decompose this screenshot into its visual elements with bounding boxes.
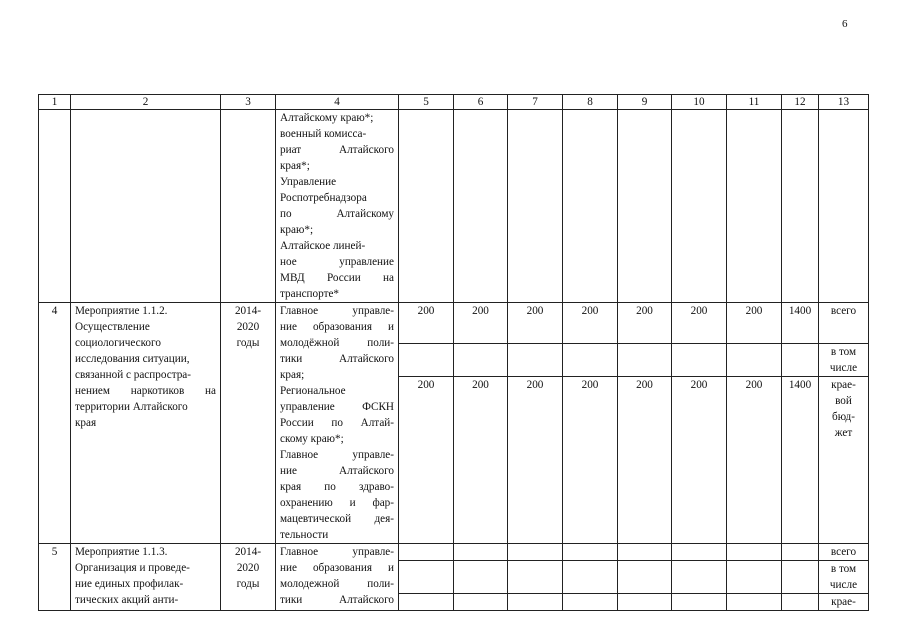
header-cell: 5 — [399, 95, 454, 110]
value-total-cell: 1400 — [782, 376, 819, 543]
executors-cell: Главное управле- ние образования и молодежной поли- тики Алтайского — [276, 544, 399, 611]
value-cell: 200 — [508, 376, 563, 543]
executors-cell: Алтайскому краю*; военный комисса- риат Алтайского края*; Управление Роспотребнадзора по Алтайскому краю*; Алтайское линей- ное управление МВД России на транспорте* — [276, 110, 399, 303]
value-cell: 200 — [399, 303, 454, 344]
value-cell: 200 — [672, 376, 727, 543]
table-row — [39, 303, 869, 344]
value-cell: 200 — [454, 376, 508, 543]
table-header-row — [39, 95, 869, 110]
funding-label-cell: крае- — [819, 594, 869, 611]
header-cell: 4 — [276, 95, 399, 110]
value-cell: 200 — [508, 303, 563, 344]
measures-table — [38, 94, 869, 611]
value-cell: 200 — [727, 376, 782, 543]
measure-name-cell: Мероприятие 1.1.2. Осуществление социологического исследования ситуации, связанной с распростра- нением наркотиков на территории Алтайского края — [71, 303, 221, 544]
funding-label-cell: в том числе — [819, 343, 869, 376]
page-number: 6 — [842, 18, 848, 30]
value-total-cell: 1400 — [782, 303, 819, 344]
funding-label-cell: крае- вой бюд- жет — [819, 376, 869, 543]
value-cell: 200 — [563, 376, 618, 543]
header-cell: 12 — [782, 95, 819, 110]
value-cell: 200 — [618, 303, 672, 344]
header-cell: 2 — [71, 95, 221, 110]
header-cell: 8 — [563, 95, 618, 110]
value-cell: 200 — [727, 303, 782, 344]
value-cell: 200 — [399, 376, 454, 543]
table-row — [39, 544, 869, 561]
value-cell: 200 — [454, 303, 508, 344]
header-cell: 3 — [221, 95, 276, 110]
row-number: 5 — [39, 544, 71, 611]
measure-name-cell: Мероприятие 1.1.3. Организация и проведе- ние единых профилак- тических акций анти- — [71, 544, 221, 611]
header-cell: 1 — [39, 95, 71, 110]
row-number: 4 — [39, 303, 71, 544]
value-cell: 200 — [672, 303, 727, 344]
header-cell: 7 — [508, 95, 563, 110]
period-cell: 2014- 2020 годы — [221, 544, 276, 611]
period-cell: 2014- 2020 годы — [221, 303, 276, 544]
executors-cell: Главное управле- ние образования и молодёжной поли- тики Алтайского края; Региональное управление ФСКН России по Алтай- скому краю*; Главное управле- ние Алтайского края по здраво- охранению и фар- мацевтической дея- тельности — [276, 303, 399, 544]
value-cell: 200 — [618, 376, 672, 543]
table-row-continuation — [39, 110, 869, 303]
header-cell: 10 — [672, 95, 727, 110]
value-cell: 200 — [563, 303, 618, 344]
funding-label-cell: всего — [819, 303, 869, 344]
header-cell: 6 — [454, 95, 508, 110]
funding-label-cell: в том числе — [819, 561, 869, 594]
header-cell: 9 — [618, 95, 672, 110]
header-cell: 11 — [727, 95, 782, 110]
funding-label-cell: всего — [819, 544, 869, 561]
header-cell: 13 — [819, 95, 869, 110]
